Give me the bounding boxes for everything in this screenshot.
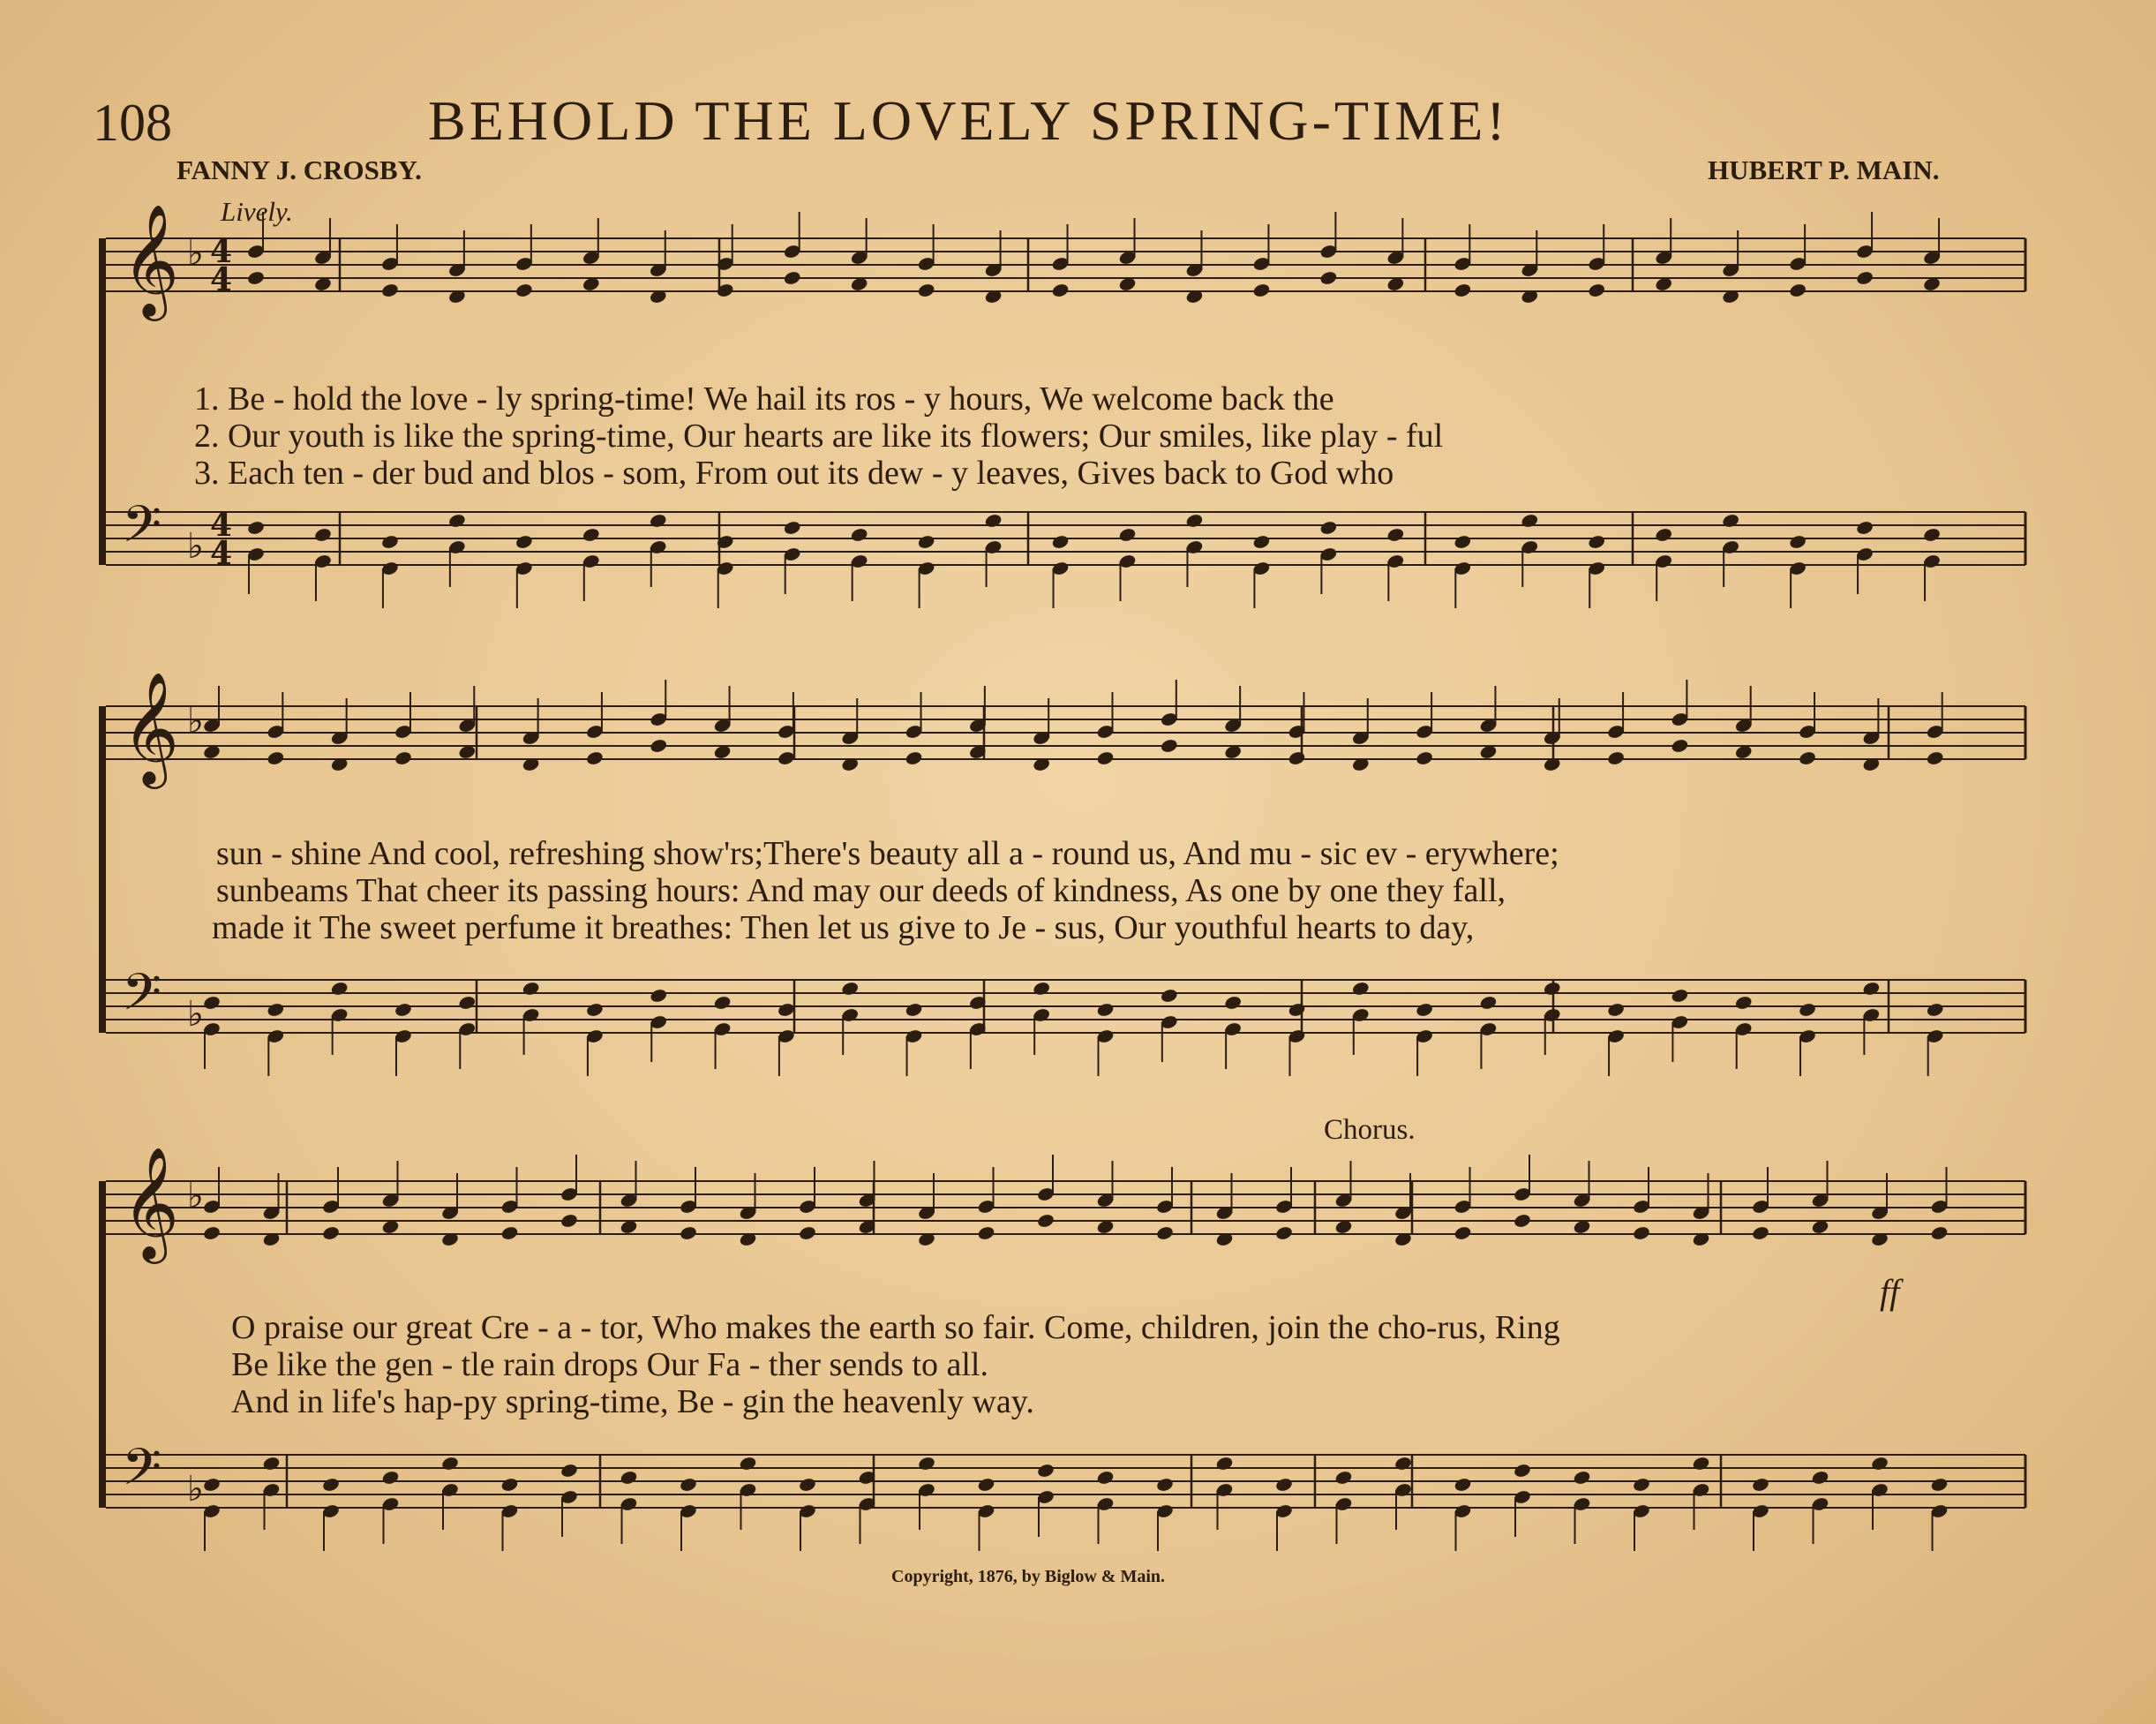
lyric-line: made it The sweet perfume it breathes: Then let us give to Je - sus, Our youthful hearts to day, [212,909,1475,946]
note-head [650,988,668,1004]
note-head [739,1456,757,1472]
note-head [1513,1463,1531,1479]
note-head [1692,1456,1710,1472]
system-brace [99,238,106,565]
note-head [1606,1002,1625,1018]
note-head [394,750,412,766]
note-head [1160,738,1178,754]
bass-clef-icon: 𝄢 [122,1437,162,1509]
note-head [917,534,935,550]
note-head [585,1002,604,1018]
note-head [1051,282,1070,298]
note-head [267,750,285,766]
note-head [1036,1463,1055,1479]
note-head [321,1225,340,1241]
note-head [1632,1225,1650,1241]
note-head [1862,981,1881,997]
note-head [905,1002,923,1018]
note-head [582,527,600,543]
note-head [1415,1002,1433,1018]
note-head [262,1456,281,1472]
note-head [905,750,923,766]
note-head [1798,750,1816,766]
note-head [798,1225,816,1241]
time-signature-digit: 4 [210,261,233,298]
bass-clef-icon: 𝄢 [122,962,162,1035]
lyric-line: And in life's hap-py spring-time, Be - gin the heavenly way. [231,1383,1034,1420]
composer-credit: HUBERT P. MAIN. [1708,154,1940,185]
note-head [515,534,533,550]
note-head [1855,270,1874,286]
treble-clef-icon: 𝄞 [122,671,180,784]
note-head [202,1477,221,1493]
note-head [1319,520,1338,536]
note-head [585,750,604,766]
note-head [1811,1470,1829,1486]
note-head [977,1225,995,1241]
note-head [394,1002,412,1018]
note-head [560,1213,578,1229]
note-head [1334,1470,1353,1486]
treble-clef-icon: 𝄞 [122,203,180,316]
note-head [440,1456,459,1472]
note-head [1223,995,1242,1011]
note-head [777,1002,795,1018]
note-head [1051,534,1070,550]
flat-icon: ♭ [187,701,204,742]
note-head [1855,520,1874,536]
note-head [1454,282,1472,298]
lyric-line: sunbeams That cheer its passing hours: And may our deeds of kindness, As one by one they fall, [216,872,1506,909]
note-head [1751,1225,1769,1241]
bass-clef-icon: 𝄢 [122,494,162,567]
note-head [650,738,668,754]
note-head [1351,981,1370,997]
note-head [1922,527,1941,543]
note-head [977,1477,995,1493]
note-head [679,1225,697,1241]
note-head [917,1456,935,1472]
time-signature-digit: 4 [210,507,233,544]
note-head [984,513,1003,529]
flat-icon: ♭ [187,526,204,567]
dynamic-marking: ff [1880,1272,1900,1312]
note-head [246,270,265,286]
note-head [458,995,477,1011]
note-head [447,513,466,529]
note-head [1798,1002,1816,1018]
note-head [1288,1002,1306,1018]
note-head [1479,995,1498,1011]
note-head [1521,513,1539,529]
note-head [1215,1456,1234,1472]
note-head [1319,270,1338,286]
note-head [1588,282,1606,298]
note-head [267,1002,285,1018]
note-head [1096,750,1115,766]
note-head [1274,1225,1293,1241]
note-head [777,750,795,766]
hymn-title: BEHOLD THE LOVELY SPRING-TIME! [428,89,1509,152]
lyric-line: O praise our great Cre - a - tor, Who makes the earth so fair. Come, children, join the cho-rus, Ring [231,1309,1560,1346]
note-head [1573,1470,1591,1486]
treble-clef-icon: 𝄞 [122,1146,180,1259]
flat-icon: ♭ [187,1176,204,1216]
note-head [917,282,935,298]
note-head [313,527,332,543]
note-head [1751,1477,1769,1493]
lyric-line: 3. Each ten - der bud and blos - som, From out its dew - y leaves, Gives back to God who [194,455,1394,492]
flat-icon: ♭ [187,1469,204,1509]
lyric-line: 1. Be - hold the love - ly spring-time! We hail its ros - y hours, We welcome back the [194,380,1334,418]
note-head [1288,750,1306,766]
note-head [1274,1477,1293,1493]
note-head [1734,995,1753,1011]
note-head [1394,1456,1412,1472]
note-head [1632,1477,1650,1493]
note-head [330,981,349,997]
note-head [620,1470,638,1486]
note-head [1655,527,1673,543]
note-head [1930,1477,1949,1493]
note-head [1252,282,1271,298]
note-head [841,981,860,997]
note-head [1096,1002,1115,1018]
note-head [679,1477,697,1493]
note-head [1415,750,1433,766]
note-head [1155,1225,1174,1241]
note-head [380,534,399,550]
note-head [1513,1213,1531,1229]
note-head [500,1225,519,1241]
note-head [1032,981,1050,997]
system-brace [99,706,106,1033]
note-head [515,282,533,298]
note-head [1185,513,1204,529]
tempo-marking: Lively. [221,196,293,227]
note-head [1036,1213,1055,1229]
note-head [1454,1477,1472,1493]
note-head [1788,282,1807,298]
system-brace [99,1181,106,1508]
note-head [1160,988,1178,1004]
note-head [380,282,399,298]
time-signature-digit: 4 [210,233,233,270]
note-head [1606,750,1625,766]
note-head [1721,513,1739,529]
note-head [1155,1477,1174,1493]
lyricist-credit: FANNY J. CROSBY. [177,154,422,185]
page-number: 108 [93,94,172,152]
note-head [1386,527,1405,543]
lyric-line: sun - shine And cool, refreshing show'rs;There's beauty all a - round us, And mu - sic ev - erywhere; [216,835,1559,872]
note-head [1454,534,1472,550]
note-head [1671,738,1689,754]
copyright-notice: Copyright, 1876, by Biglow & Main. [891,1567,1166,1586]
note-head [522,981,540,997]
note-head [321,1477,340,1493]
note-head [649,513,667,529]
note-head [1870,1456,1889,1472]
note-head [560,1463,578,1479]
note-head [1788,534,1807,550]
note-head [1118,527,1137,543]
flat-icon: ♭ [187,233,204,274]
note-head [1543,981,1561,997]
note-head [381,1470,400,1486]
note-head [1454,1225,1472,1241]
note-head [713,995,732,1011]
note-head [1671,988,1689,1004]
note-head [850,527,868,543]
note-head [783,520,801,536]
time-signature-digit: 4 [210,535,233,572]
note-head [1096,1470,1115,1486]
flat-icon: ♭ [187,994,204,1035]
note-head [1930,1225,1949,1241]
chorus-label: Chorus. [1324,1114,1416,1146]
note-head [1252,534,1271,550]
note-head [1926,1002,1944,1018]
note-head [500,1477,519,1493]
note-head [202,995,221,1011]
note-head [246,520,265,536]
lyric-line: Be like the gen - tle rain drops Our Fa - ther sends to all. [231,1346,988,1383]
note-head [783,270,801,286]
lyric-line: 2. Our youth is like the spring-time, Our hearts are like its flowers; Our smiles, like play - ful [194,418,1444,455]
note-head [798,1477,816,1493]
note-head [1588,534,1606,550]
note-head [1926,750,1944,766]
note-head [202,1225,221,1241]
